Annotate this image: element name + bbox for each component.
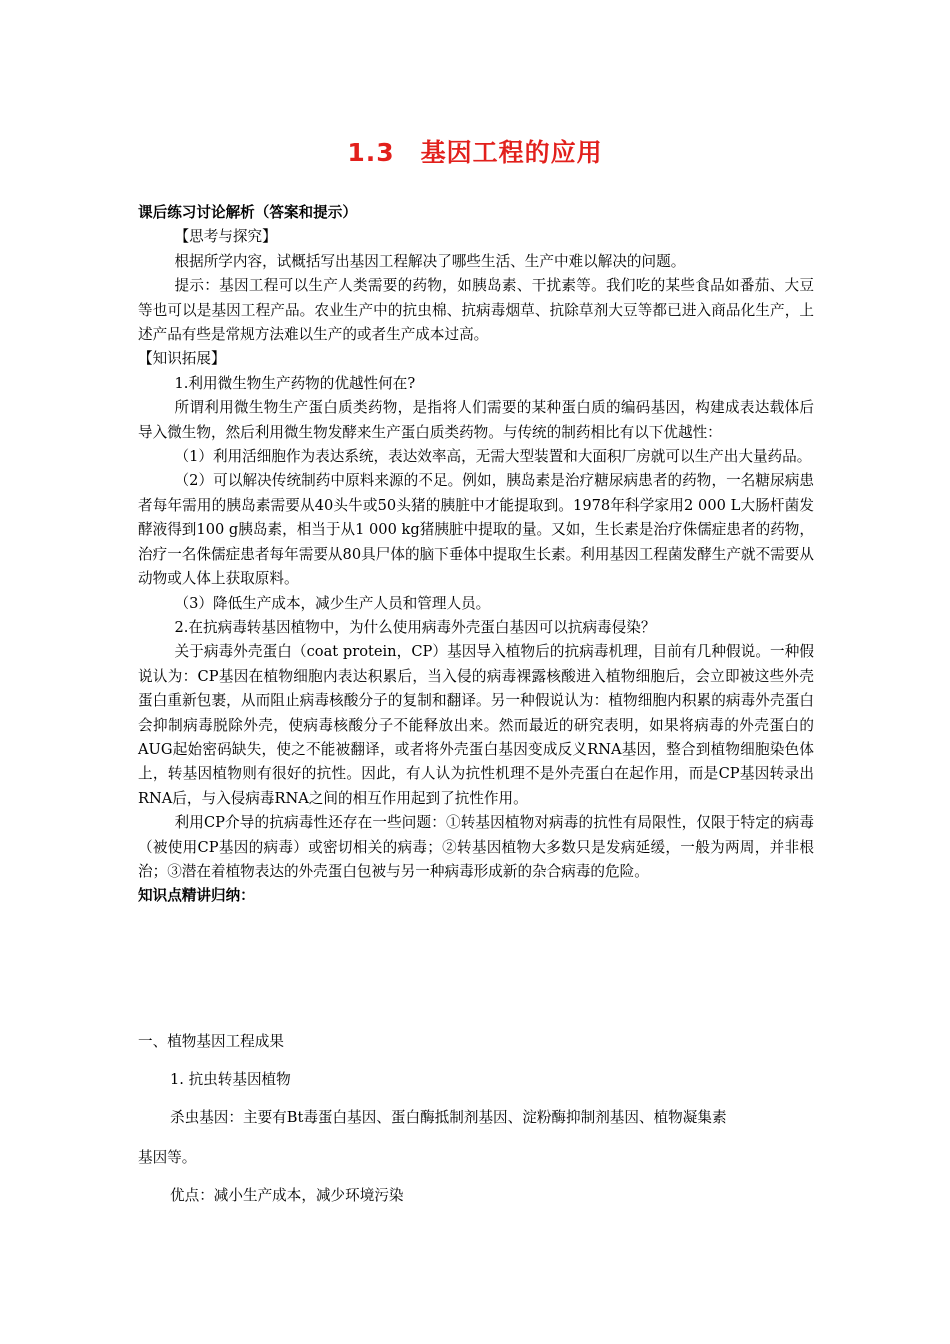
question-2-paragraph-1: 关于病毒外壳蛋白（coat protein，CP）基因导入植物后的抗病毒机理，目前有几种假说。一种假说认为：CP基因在植物细胞内表达积累后，当入侵的病毒裸露核酸进入植物细胞后，会立即被这些外壳蛋白重新包裹，从而阻止病毒核酸分子的复制和翻译。另一种假说认为：植物细胞内积累的病毒外壳蛋白会抑制病毒脱除外壳，使病毒核酸分子不能释放出来。然而最近的研究表明，如果将病毒的外壳蛋白的AUG起始密码缺失，使之不能被翻译，或者将外壳蛋白基因变成反义RNA基因，整合到植物细胞染色体上，转基因植物则有很好的抗性。因此，有人认为抗性机理不是外壳蛋白在起作用，而是CP基因转录出RNA后，与入侵病毒RNA之间的相互作用起到了抗性作用。 — [138, 643, 814, 807]
question-1: 1.利用微生物生产药物的优越性何在? — [174, 374, 416, 392]
knowledge-heading: 【知识拓展】 — [138, 350, 226, 368]
part-1-item-1: 1. 抗虫转基因植物 — [170, 1071, 291, 1088]
think-question: 根据所学内容，试概括写出基因工程解决了哪些生活、生产中难以解决的问题。 — [174, 252, 686, 270]
page-title: 1.3 基因工程的应用 — [347, 138, 603, 167]
advantage-line: 优点：减小生产成本，减少环境污染 — [170, 1187, 404, 1204]
genes-line-2: 基因等。 — [138, 1149, 197, 1166]
question-1-point-1: （1）利用活细胞作为表达系统，表达效率高，无需大型装置和大面积厂房就可以生产出大量药品。 — [174, 448, 812, 466]
genes-line-1: 杀虫基因：主要有Bt毒蛋白基因、蛋白酶抵制剂基因、淀粉酶抑制剂基因、植物凝集素 — [170, 1109, 727, 1126]
answer-section — [138, 201, 814, 909]
summary-heading: 知识点精讲归纳： — [138, 887, 255, 905]
question-2: 2.在抗病毒转基因植物中，为什么使用病毒外壳蛋白基因可以抗病毒侵染？ — [174, 618, 656, 636]
question-1-point-2: （2）可以解决传统制药中原料来源的不足。例如，胰岛素是治疗糖尿病患者的药物，一名糖尿病患者每年需用的胰岛素需要从40头牛或50头猪的胰脏中才能提取到。1978年科学家用2 000 L大肠杆菌发酵液得到100 g胰岛素，相当于从1 000 kg猪胰脏中提取的量。又如，生长素是治疗侏儒症患者的药物，治疗一名侏儒症患者每年需要从80具尸体的脑下垂体中提取生长素。利用基因工程菌发酵生产就不需要从动物或人体上获取原料。 — [138, 472, 814, 588]
think-heading: 【思考与探究】 — [174, 228, 277, 246]
think-hint: 提示：基因工程可以生产人类需要的药物，如胰岛素、干扰素等。我们吃的某些食品如番茄、大豆等也可以是基因工程产品。农业生产中的抗虫棉、抗病毒烟草、抗除草剂大豆等都已进入商品化生产，上述产品有些是常规方法难以生产的或者生产成本过高。 — [138, 277, 814, 344]
part-1-heading: 一、植物基因工程成果 — [138, 1033, 284, 1050]
section-heading: 课后练习讨论解析（答案和提示） — [138, 204, 357, 221]
question-1-intro: 所谓利用微生物生产蛋白质类药物，是指将人们需要的某种蛋白质的编码基因，构建成表达载体后导入微生物，然后利用微生物发酵来生产蛋白质类药物。与传统的制药相比有以下优越性： — [138, 399, 814, 441]
question-1-point-3: （3）降低生产成本，减少生产人员和管理人员。 — [174, 594, 491, 612]
question-2-paragraph-2: 利用CP介导的抗病毒性还存在一些问题：①转基因植物对病毒的抗性有局限性，仅限于特定的病毒（被使用CP基因的病毒）或密切相关的病毒；②转基因植物大多数只是发病延缓，一般为两周，并非根治；③潜在着植物表达的外壳蛋白包被与另一种病毒形成新的杂合病毒的危险。 — [138, 814, 814, 880]
